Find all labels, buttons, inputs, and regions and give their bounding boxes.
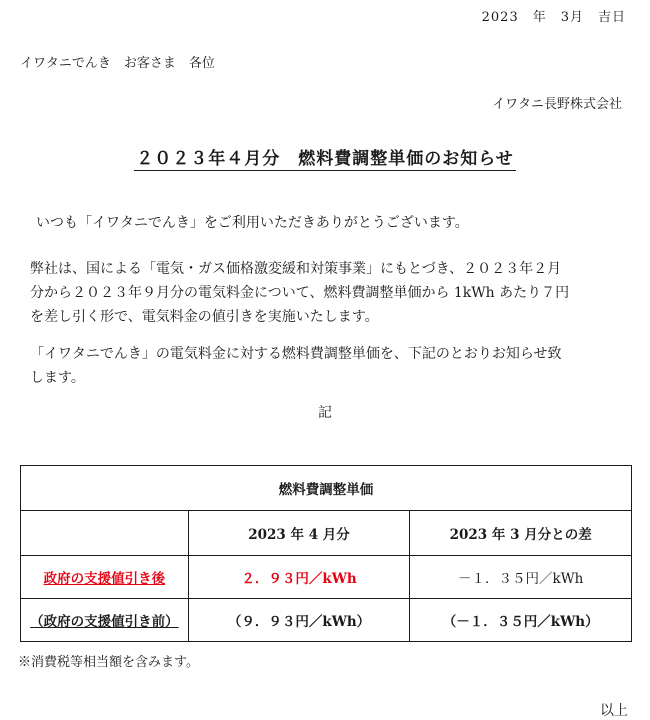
april-rate-before-support: （９．９３円／kWh） [188,599,410,642]
table-caption-row [21,466,632,511]
table-row [21,599,632,642]
table-header-row [21,511,632,556]
addressee: イワタニでんき お客さま 各位 [20,56,215,71]
header-april: 2023 年 4 月分 [188,511,410,556]
notice-line-2: します。 [30,370,85,386]
issuer-company: イワタニ長野株式会社 [492,97,622,112]
tax-note: ※消費税等相当額を含みます。 [18,655,199,670]
diff-after-support: －１．３５円／kWh [410,556,632,599]
document-date: 2023 年 3月 吉日 [481,10,626,25]
closing-mark: 以上 [600,703,628,719]
header-diff: 2023 年 3 月分との差 [410,511,632,556]
row-label-after-support [21,556,189,599]
discount-line-3: を差し引く形で、電気料金の値引きを実施いたします。 [30,309,379,325]
greeting-paragraph: いつも「イワタニでんき」をご利用いただきありがとうございます。 [36,215,469,231]
discount-line-1: 弊社は、国による「電気・ガス価格激変緩和対策事業」にもとづき、２０２３年２月 [30,261,562,277]
discount-line-2: 分から２０２３年９月分の電気料金について、燃料費調整単価から 1kWh あたり７円 [30,285,570,301]
april-rate-after-support: ２．９３円／kWh [188,556,410,599]
row-label-text: 政府の支援値引き後 [43,571,166,587]
discount-paragraph [30,257,640,329]
table-row [21,556,632,599]
notice-paragraph [30,342,640,390]
fuel-cost-rate-table [20,465,632,642]
title-container [0,144,650,169]
row-label-before-support [21,599,189,642]
diff-before-support: （－１．３５円／kWh） [410,599,632,642]
document-title: ２０２３年４月分 燃料費調整単価のお知らせ [136,149,514,169]
header-empty-cell [21,511,189,556]
ki-marker: 記 [318,405,332,421]
notice-line-1: 「イワタニでんき」の電気料金に対する燃料費調整単価を、下記のとおりお知らせ致 [30,346,562,362]
table-caption: 燃料費調整単価 [21,466,632,511]
row-label-text: （政府の支援値引き前） [30,614,179,630]
